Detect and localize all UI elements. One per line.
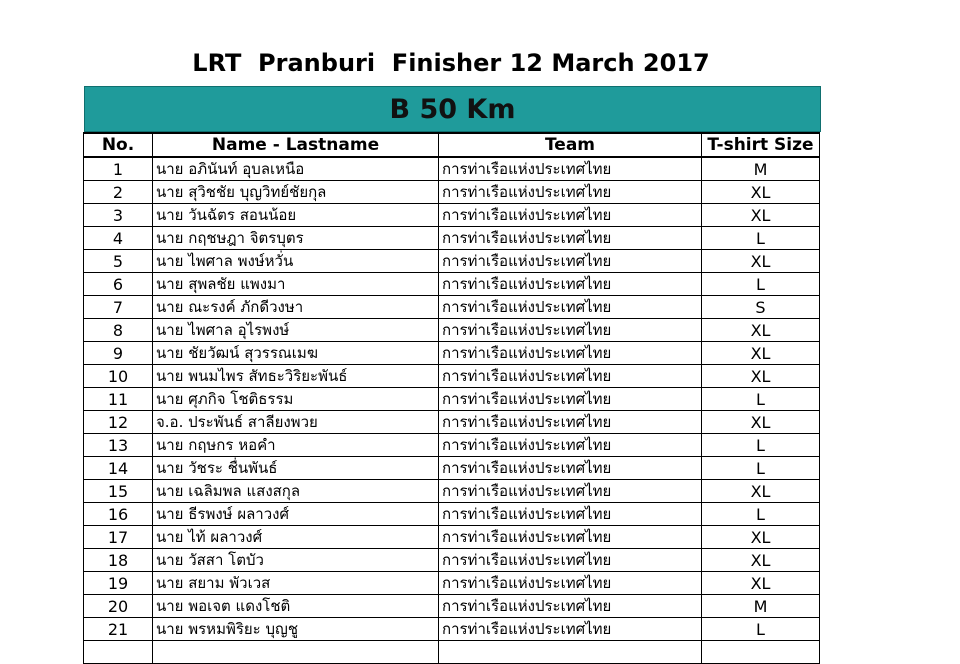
row-number: 1 <box>84 157 153 181</box>
row-name: นาย เฉลิมพล แสงสกุล <box>153 480 439 503</box>
row-name: นาย สุพลชัย แพงมา <box>153 273 439 296</box>
row-tshirt-size: M <box>702 595 820 618</box>
row-number: 18 <box>84 549 153 572</box>
table-row <box>84 273 820 296</box>
table-row <box>84 342 820 365</box>
table-row <box>84 457 820 480</box>
table-row <box>84 641 820 664</box>
row-tshirt-size: XL <box>702 549 820 572</box>
row-number: 6 <box>84 273 153 296</box>
row-tshirt-size: XL <box>702 572 820 595</box>
row-tshirt-size: L <box>702 457 820 480</box>
row-name: นาย ธีรพงษ์ ผลาวงศ์ <box>153 503 439 526</box>
table-row <box>84 595 820 618</box>
table-row <box>84 434 820 457</box>
row-team: การท่าเรือแห่งประเทศไทย <box>439 388 702 411</box>
row-name: นาย พรหมพิริยะ บุญชู <box>153 618 439 641</box>
row-name: นาย กฤษกร หอคำ <box>153 434 439 457</box>
row-number: 11 <box>84 388 153 411</box>
row-team: การท่าเรือแห่งประเทศไทย <box>439 204 702 227</box>
column-header-team: Team <box>439 133 702 157</box>
category-banner: B 50 Km <box>84 86 821 132</box>
row-name: นาย วัชระ ชื่นพันธ์ <box>153 457 439 480</box>
row-number: 16 <box>84 503 153 526</box>
table-row <box>84 618 820 641</box>
row-tshirt-size: XL <box>702 526 820 549</box>
row-tshirt-size: L <box>702 227 820 250</box>
row-team: การท่าเรือแห่งประเทศไทย <box>439 572 702 595</box>
row-tshirt-size: S <box>702 296 820 319</box>
row-tshirt-size: XL <box>702 319 820 342</box>
row-number: 7 <box>84 296 153 319</box>
column-header-size: T-shirt Size <box>702 133 820 157</box>
row-number: 12 <box>84 411 153 434</box>
table-row <box>84 204 820 227</box>
row-number: 15 <box>84 480 153 503</box>
row-team: การท่าเรือแห่งประเทศไทย <box>439 273 702 296</box>
row-team: การท่าเรือแห่งประเทศไทย <box>439 250 702 273</box>
row-name: นาย ศุภกิจ โชติธรรม <box>153 388 439 411</box>
row-team: การท่าเรือแห่งประเทศไทย <box>439 434 702 457</box>
row-team: การท่าเรือแห่งประเทศไทย <box>439 526 702 549</box>
column-header-name: Name - Lastname <box>153 133 439 157</box>
row-team: การท่าเรือแห่งประเทศไทย <box>439 181 702 204</box>
row-number: 10 <box>84 365 153 388</box>
table-row <box>84 480 820 503</box>
table-row <box>84 227 820 250</box>
table-row <box>84 411 820 434</box>
row-team: การท่าเรือแห่งประเทศไทย <box>439 296 702 319</box>
row-number: 13 <box>84 434 153 457</box>
row-tshirt-size: L <box>702 273 820 296</box>
row-tshirt-size: XL <box>702 480 820 503</box>
table-row <box>84 296 820 319</box>
row-name: นาย ไพศาล พงษ์หวั่น <box>153 250 439 273</box>
row-number <box>84 641 153 664</box>
row-tshirt-size: L <box>702 503 820 526</box>
row-tshirt-size: XL <box>702 181 820 204</box>
row-name: นาย ณะรงค์ ภักดีวงษา <box>153 296 439 319</box>
table-row <box>84 319 820 342</box>
row-tshirt-size: L <box>702 388 820 411</box>
row-tshirt-size: XL <box>702 365 820 388</box>
row-name: นาย วันฉัตร สอนน้อย <box>153 204 439 227</box>
row-number: 17 <box>84 526 153 549</box>
row-number: 2 <box>84 181 153 204</box>
table-header-row <box>84 133 820 157</box>
row-tshirt-size: XL <box>702 342 820 365</box>
column-header-no: No. <box>84 133 153 157</box>
row-team: การท่าเรือแห่งประเทศไทย <box>439 457 702 480</box>
table-row <box>84 388 820 411</box>
row-number: 3 <box>84 204 153 227</box>
row-team: การท่าเรือแห่งประเทศไทย <box>439 319 702 342</box>
row-name <box>153 641 439 664</box>
row-tshirt-size: M <box>702 157 820 181</box>
table-row <box>84 549 820 572</box>
row-name: นาย ชัยวัฒน์ สุวรรณเมฆ <box>153 342 439 365</box>
row-team: การท่าเรือแห่งประเทศไทย <box>439 157 702 181</box>
row-team: การท่าเรือแห่งประเทศไทย <box>439 549 702 572</box>
row-number: 14 <box>84 457 153 480</box>
row-tshirt-size: XL <box>702 204 820 227</box>
row-name: นาย ไท้ ผลาวงศ์ <box>153 526 439 549</box>
row-name: จ.อ. ประพันธ์ สาลียงพวย <box>153 411 439 434</box>
page-title: LRT Pranburi Finisher 12 March 2017 <box>192 49 710 77</box>
table-row <box>84 365 820 388</box>
row-tshirt-size: L <box>702 618 820 641</box>
row-tshirt-size: XL <box>702 250 820 273</box>
row-name: นาย สยาม พัวเวส <box>153 572 439 595</box>
row-name: นาย สุวิชชัย บุญวิทย์ชัยกุล <box>153 181 439 204</box>
row-name: นาย กฤชษฎา จิตรบุตร <box>153 227 439 250</box>
row-name: นาย ไพศาล อุไรพงษ์ <box>153 319 439 342</box>
row-team: การท่าเรือแห่งประเทศไทย <box>439 365 702 388</box>
table-row <box>84 503 820 526</box>
row-number: 19 <box>84 572 153 595</box>
row-name: นาย อภินันท์ อุบลเหนือ <box>153 157 439 181</box>
row-team: การท่าเรือแห่งประเทศไทย <box>439 480 702 503</box>
row-tshirt-size: XL <box>702 411 820 434</box>
row-team: การท่าเรือแห่งประเทศไทย <box>439 618 702 641</box>
row-name: นาย วัสสา โตบัว <box>153 549 439 572</box>
row-number: 5 <box>84 250 153 273</box>
table-row <box>84 526 820 549</box>
table-row <box>84 572 820 595</box>
row-number: 9 <box>84 342 153 365</box>
row-team: การท่าเรือแห่งประเทศไทย <box>439 503 702 526</box>
row-team: การท่าเรือแห่งประเทศไทย <box>439 411 702 434</box>
row-name: นาย พอเจต แดงโชติ <box>153 595 439 618</box>
table-row <box>84 157 820 181</box>
table-row <box>84 181 820 204</box>
row-number: 20 <box>84 595 153 618</box>
row-tshirt-size <box>702 641 820 664</box>
row-number: 8 <box>84 319 153 342</box>
row-number: 21 <box>84 618 153 641</box>
row-team: การท่าเรือแห่งประเทศไทย <box>439 227 702 250</box>
row-team: การท่าเรือแห่งประเทศไทย <box>439 342 702 365</box>
row-number: 4 <box>84 227 153 250</box>
finisher-table <box>83 132 820 664</box>
row-name: นาย พนมไพร สัทธะวิริยะพันธ์ <box>153 365 439 388</box>
row-team <box>439 641 702 664</box>
table-row <box>84 250 820 273</box>
row-tshirt-size: L <box>702 434 820 457</box>
row-team: การท่าเรือแห่งประเทศไทย <box>439 595 702 618</box>
